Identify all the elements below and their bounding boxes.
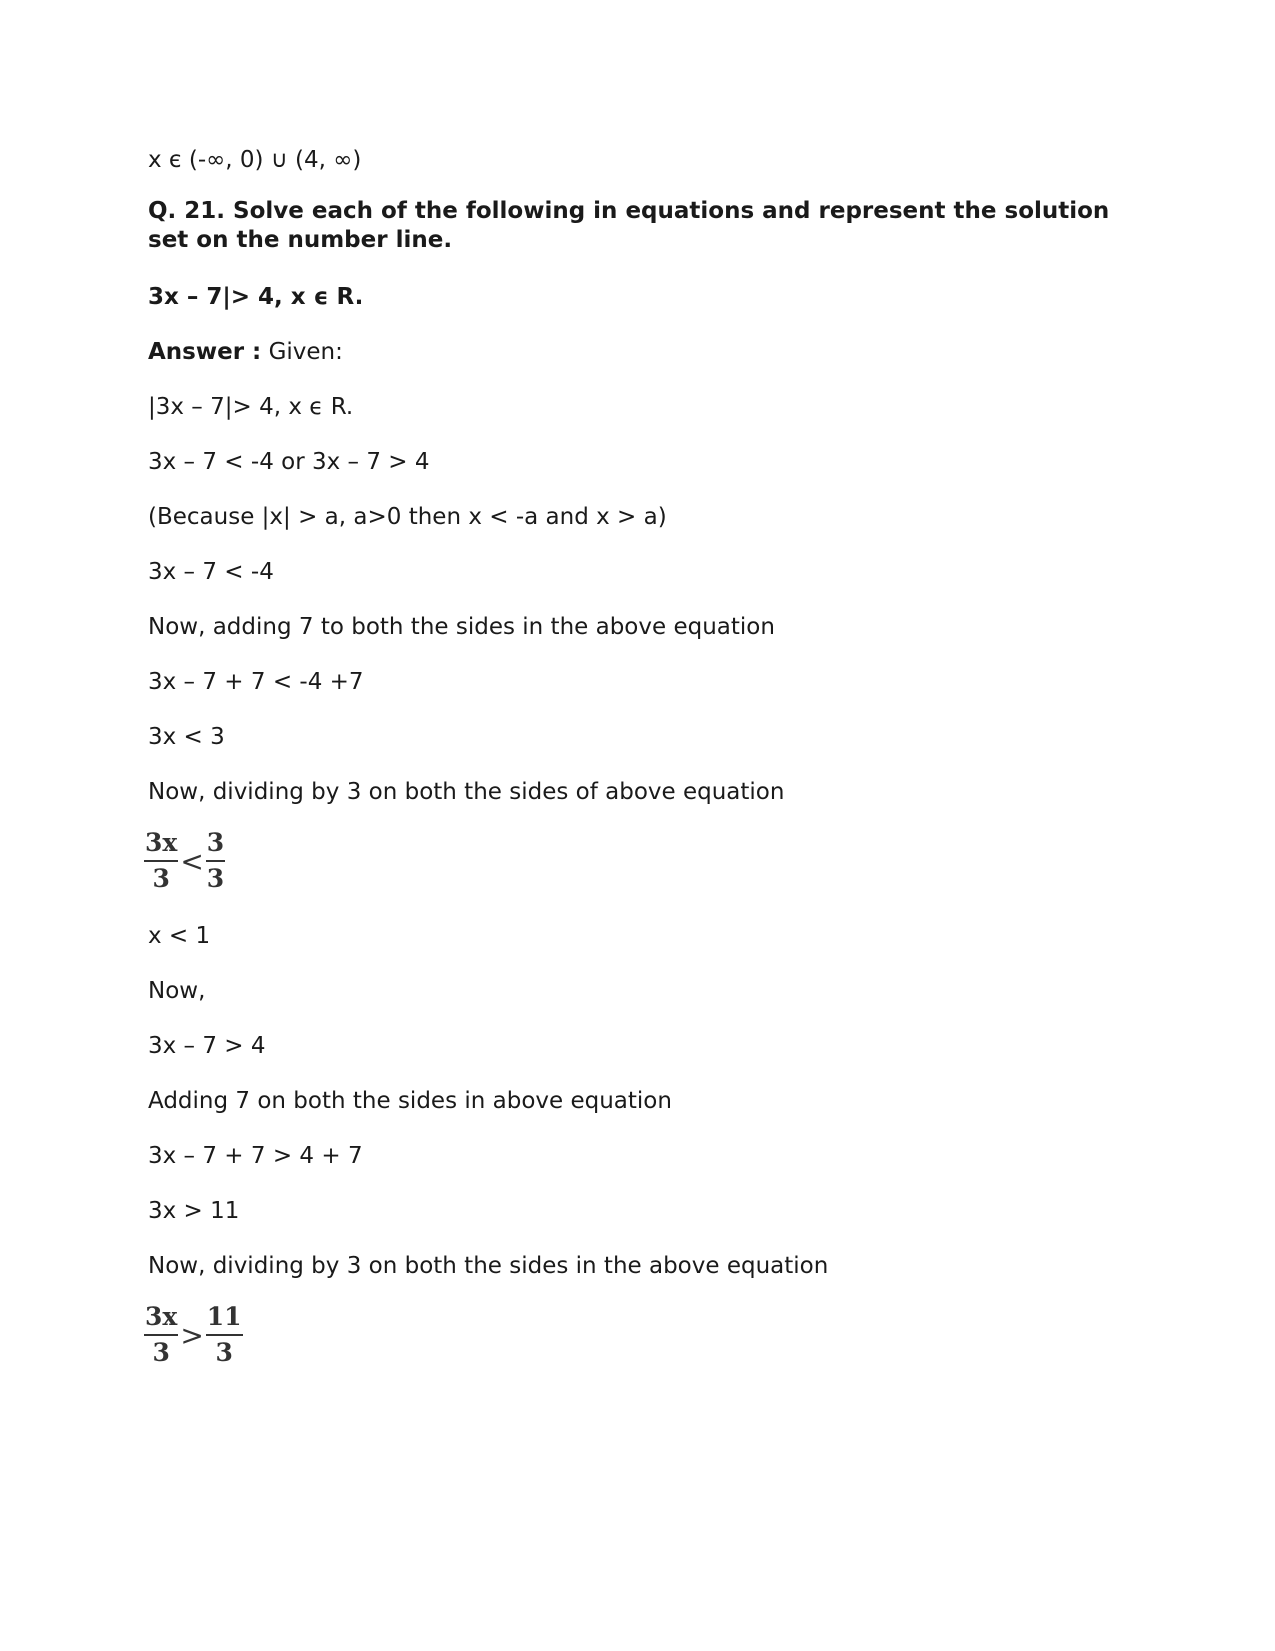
fraction-denominator: 3 [215, 1338, 233, 1367]
now-label: Now, [148, 978, 206, 1004]
step-divide-note-2: Now, dividing by 3 on both the sides in the above equation [148, 1253, 829, 1279]
fraction-denominator: 3 [152, 864, 170, 893]
fraction-right [206, 1302, 243, 1368]
case-one-simplified: 3x < 3 [148, 724, 225, 750]
relation-symbol: < [180, 844, 204, 878]
case-two-inequality: 3x – 7 > 4 [148, 1033, 266, 1059]
relation-symbol: > [180, 1318, 204, 1352]
question-title: Q. 21. Solve each of the following in equations and represent the solution set on the number line. [148, 198, 1110, 253]
split-inequality: 3x – 7 < -4 or 3x – 7 > 4 [148, 449, 430, 475]
answer-line [148, 338, 343, 366]
fraction-numerator: 3x [144, 1302, 178, 1336]
question-expression: 3x – 7|> 4, x ϵ R. [148, 284, 364, 310]
step-divide-note: Now, dividing by 3 on both the sides of above equation [148, 779, 785, 805]
case-one-inequality: 3x – 7 < -4 [148, 559, 274, 585]
fraction-inequality-greater [144, 1302, 243, 1368]
answer-label: Answer : [148, 339, 262, 365]
given-inequality: |3x – 7|> 4, x ϵ R. [148, 394, 354, 420]
previous-answer-interval: x є (-∞, 0) ∪ (4, ∞) [148, 147, 362, 173]
case-one-add-seven: 3x – 7 + 7 < -4 +7 [148, 669, 364, 695]
fraction-denominator: 3 [152, 1338, 170, 1367]
fraction-left [144, 1302, 178, 1368]
fraction-numerator: 3x [144, 828, 178, 862]
rule-note: (Because |x| > a, a>0 then x < -a and x > a) [148, 504, 667, 530]
step-add-seven-note: Now, adding 7 to both the sides in the above equation [148, 614, 775, 640]
fraction-numerator: 3 [206, 828, 225, 862]
fraction-inequality-less [144, 828, 225, 894]
fraction-denominator: 3 [206, 864, 225, 893]
case-two-simplified: 3x > 11 [148, 1198, 240, 1224]
fraction-numerator: 11 [206, 1302, 243, 1336]
step-add-seven-note-2: Adding 7 on both the sides in above equation [148, 1088, 672, 1114]
case-two-add-seven: 3x – 7 + 7 > 4 + 7 [148, 1143, 363, 1169]
fraction-right [206, 828, 225, 894]
answer-given: Given: [261, 339, 343, 365]
fraction-left [144, 828, 178, 894]
case-one-result: x < 1 [148, 923, 211, 949]
